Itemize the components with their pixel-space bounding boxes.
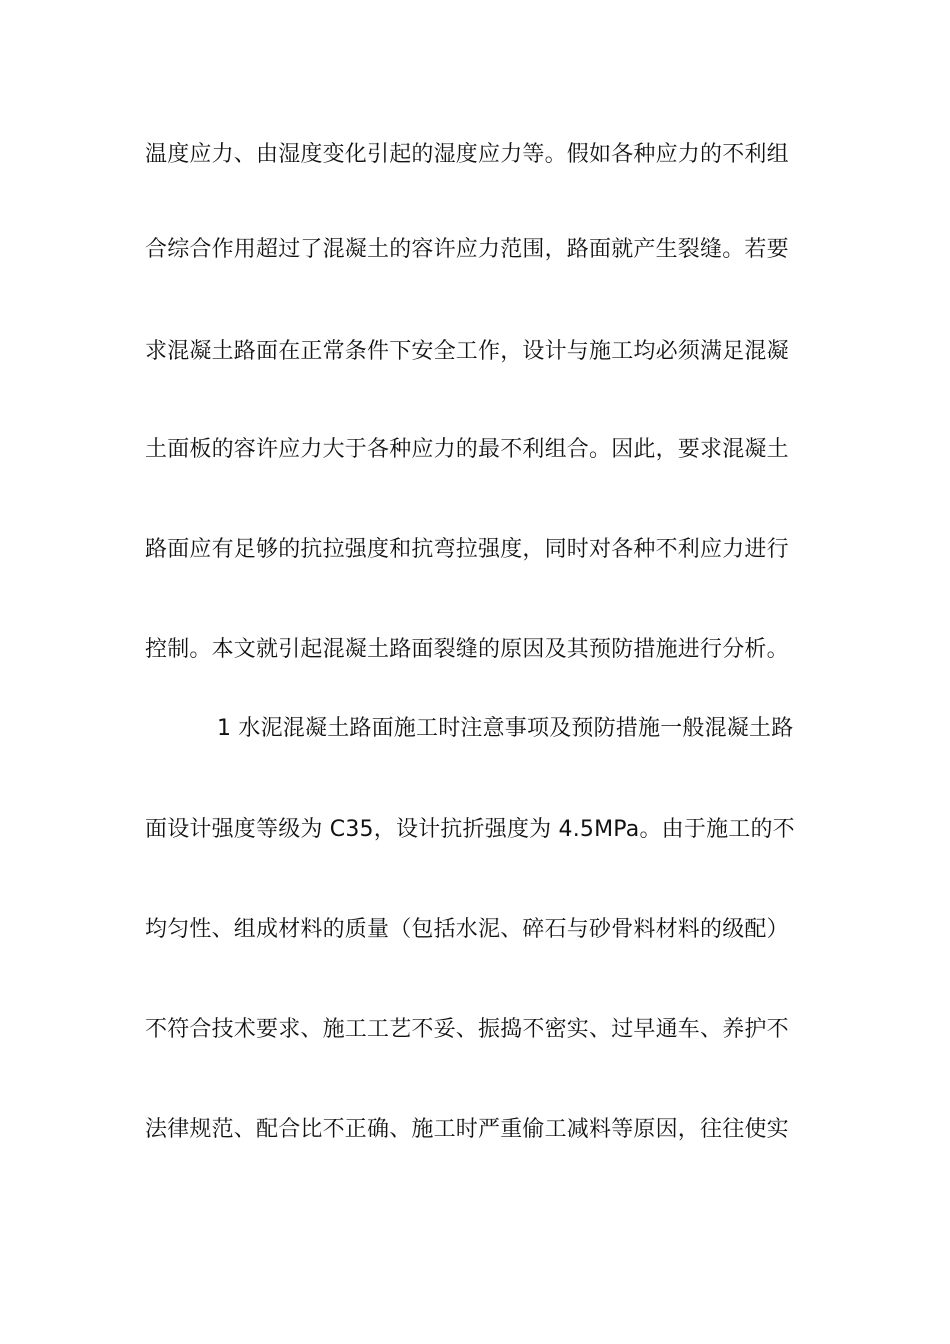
paragraph-line: 温度应力、由湿度变化引起的湿度应力等。假如各种应力的不利组	[145, 142, 789, 167]
paragraph-line: 求混凝土路面在正常条件下安全工作，设计与施工均必须满足混凝	[145, 339, 789, 364]
paragraph-line: 面设计强度等级为 C35，设计抗折强度为 4.5MPa。由于施工的不	[145, 817, 795, 842]
paragraph-line: 土面板的容许应力大于各种应力的最不利组合。因此，要求混凝土	[145, 437, 789, 462]
paragraph-line: 不符合技术要求、施工工艺不妥、振捣不密实、过早通车、养护不	[145, 1017, 789, 1042]
paragraph-line: 控制。本文就引起混凝土路面裂缝的原因及其预防措施进行分析。	[145, 637, 789, 662]
paragraph-line: 路面应有足够的抗拉强度和抗弯拉强度，同时对各种不利应力进行	[145, 537, 789, 562]
paragraph-line: 合综合作用超过了混凝土的容许应力范围，路面就产生裂缝。若要	[145, 237, 789, 262]
section-heading-line: 1 水泥混凝土路面施工时注意事项及预防措施一般混凝土路	[217, 716, 794, 741]
paragraph-line: 法律规范、配合比不正确、施工时严重偷工减料等原因，往往使实	[145, 1117, 789, 1142]
paragraph-line: 均匀性、组成材料的质量（包括水泥、碎石与砂骨料材料的级配）	[145, 917, 789, 942]
